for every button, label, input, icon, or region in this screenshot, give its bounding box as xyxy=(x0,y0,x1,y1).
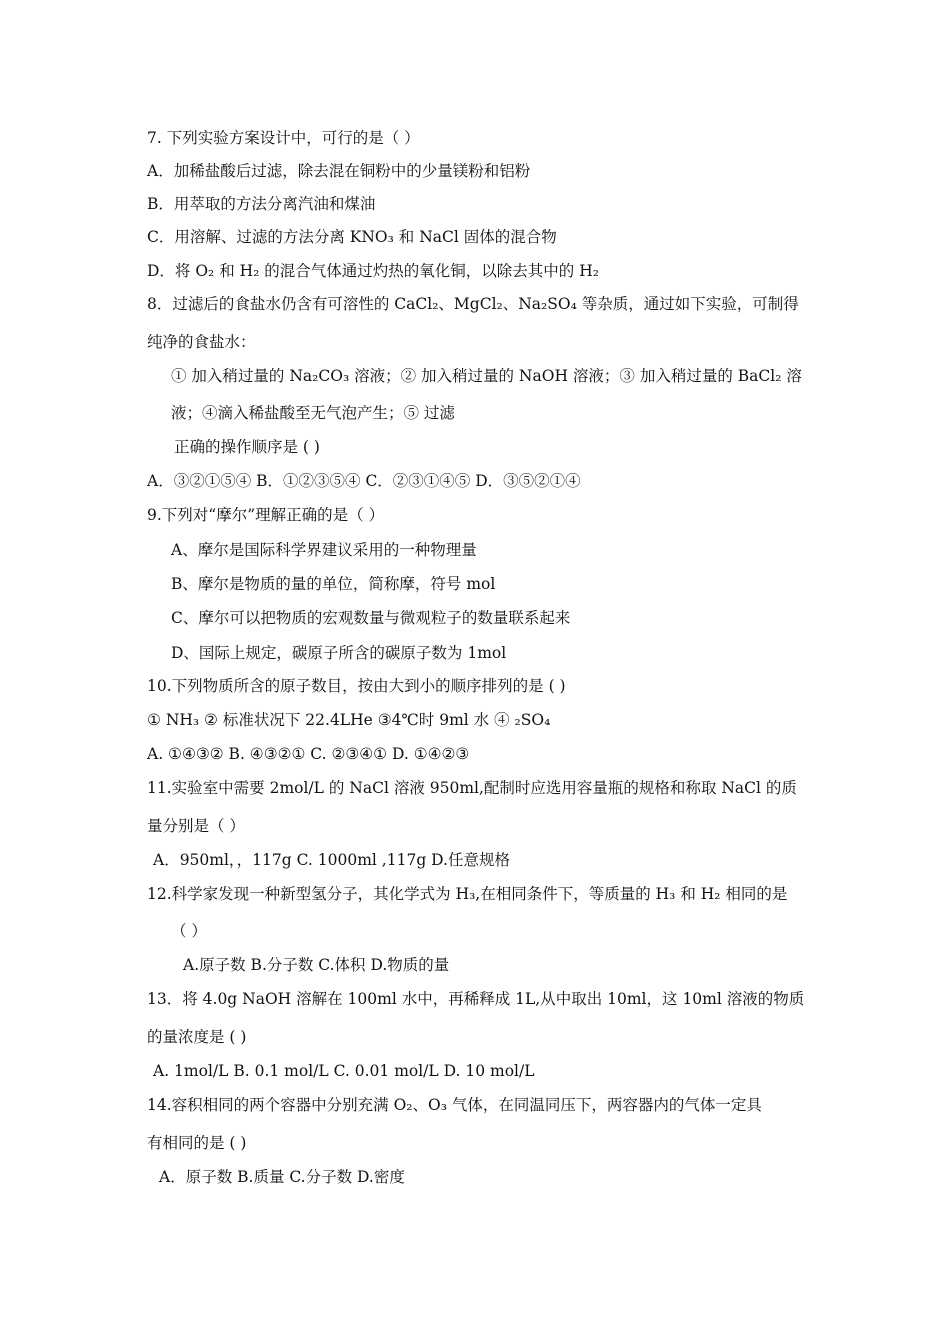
question-12-stem: 12.科学家发现一种新型氢分子，其化学式为 H₃,在相同条件下，等质量的 H₃ 和 H₂ 相同的是 xyxy=(147,885,788,903)
question-12-options: A.原子数 B.分子数 C.体积 D.物质的量 xyxy=(183,956,450,974)
question-7-option-b: B．用萃取的方法分离汽油和煤油 xyxy=(147,195,376,213)
question-13-options: A. 1mol/L B. 0.1 mol/L C. 0.01 mol/L D. 10 mol/L xyxy=(153,1062,535,1080)
question-7-option-a: A．加稀盐酸后过滤，除去混在铜粉中的少量镁粉和铝粉 xyxy=(147,162,531,180)
question-10-options: A. ①④③② B. ④③②① C. ②③④① D. ①④②③ xyxy=(147,745,470,763)
question-9-option-d: D、国际上规定，碳原子所含的碳原子数为 1mol xyxy=(171,644,507,662)
question-11-stem: 11.实验室中需要 2mol/L 的 NaCl 溶液 950ml,配制时应选用容量瓶的规格和称取 NaCl 的质 xyxy=(147,779,797,797)
question-8-prompt: 正确的操作顺序是 ( ) xyxy=(174,438,320,456)
question-8-stem: 8．过滤后的食盐水仍含有可溶性的 CaCl₂、MgCl₂、Na₂SO₄ 等杂质，通过如下实验，可制得 xyxy=(147,295,799,313)
question-13-stem: 13．将 4.0g NaOH 溶解在 100ml 水中，再稀释成 1L,从中取出 10ml，这 10ml 溶液的物质 xyxy=(147,990,805,1008)
question-8-options: A．③②①⑤④ B．①②③⑤④ C．②③①④⑤ D．③⑤②①④ xyxy=(147,472,581,490)
question-11-options: A．950ml，，117g C. 1000ml ,117g D.任意规格 xyxy=(153,851,510,869)
question-9-stem: 9.下列对“摩尔”理解正确的是（ ） xyxy=(147,506,385,524)
question-7-stem: 7. 下列实验方案设计中，可行的是（ ） xyxy=(147,129,420,147)
question-9-option-b: B、摩尔是物质的量的单位，简称摩，符号 mol xyxy=(171,575,496,593)
question-14-options: A．原子数 B.质量 C.分子数 D.密度 xyxy=(159,1168,405,1186)
question-9-option-c: C、摩尔可以把物质的宏观数量与微观粒子的数量联系起来 xyxy=(171,609,571,627)
question-7-option-c: C．用溶解、过滤的方法分离 KNO₃ 和 NaCl 固体的混合物 xyxy=(147,228,557,246)
question-14-stem: 14.容积相同的两个容器中分别充满 O₂、O₃ 气体，在同温同压下，两容器内的气体一定具 xyxy=(147,1096,762,1114)
question-8-steps-cont: 液；④滴入稀盐酸至无气泡产生；⑤ 过滤 xyxy=(171,404,455,422)
question-11-stem-cont: 量分别是（ ） xyxy=(147,817,245,835)
question-10-stem: 10.下列物质所含的原子数目，按由大到小的顺序排列的是 ( ) xyxy=(147,677,566,695)
question-9-option-a: A、摩尔是国际科学界建议采用的一种物理量 xyxy=(171,541,477,559)
question-7-option-d: D．将 O₂ 和 H₂ 的混合气体通过灼热的氧化铜，以除去其中的 H₂ xyxy=(147,262,599,280)
question-13-stem-cont: 的量浓度是 ( ) xyxy=(147,1028,247,1046)
question-14-stem-cont: 有相同的是 ( ) xyxy=(147,1134,247,1152)
question-8-stem-cont: 纯净的食盐水： xyxy=(147,333,256,351)
question-12-blank: （ ） xyxy=(171,922,207,940)
question-8-steps: ① 加入稍过量的 Na₂CO₃ 溶液；② 加入稍过量的 NaOH 溶液；③ 加入稍过量的 BaCl₂ 溶 xyxy=(171,367,802,385)
question-10-items: ① NH₃ ② 标准状况下 22.4LHe ③4℃时 9ml 水 ④ ₂SO₄ xyxy=(147,711,551,729)
